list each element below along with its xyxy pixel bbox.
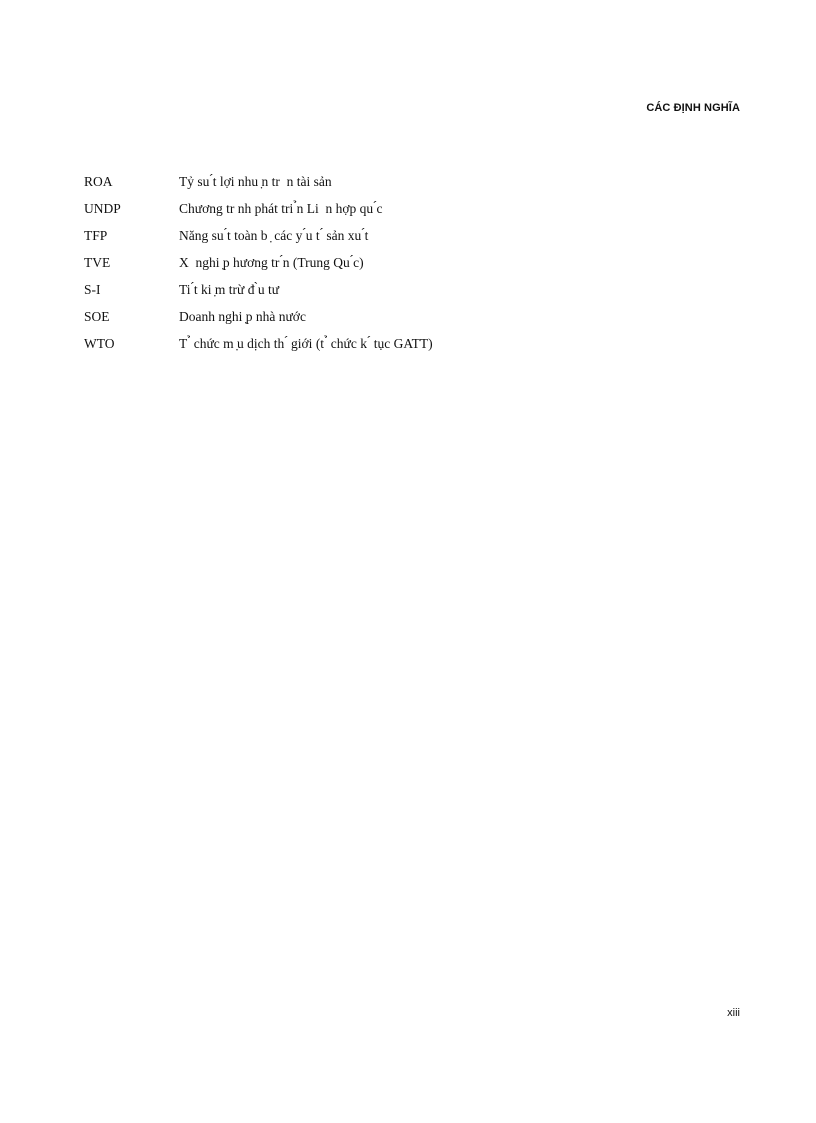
definition-row-soe: [84, 307, 744, 334]
definition-row-tfp: [84, 226, 744, 253]
page-number: xiii: [727, 1007, 740, 1019]
definition-text: Ti ́t ki ̣m trừ đ ̀u tư: [179, 282, 280, 297]
definition-row-s-i: [84, 280, 744, 307]
definition-term: TFP: [84, 228, 108, 243]
definitions-list: [84, 172, 744, 361]
definition-term: UNDP: [84, 201, 121, 216]
definition-term: ROA: [84, 174, 113, 189]
definition-row-undp: [84, 199, 744, 226]
running-head-title: CÁC ĐỊNH NGHĨA: [646, 102, 740, 114]
definition-term: TVE: [84, 255, 111, 270]
definition-text: Tỷ su ́t lợi nhu ̣n tr n tài sản: [179, 174, 332, 189]
definition-text: Năng su ́t toàn b ̣ các y ́u t ́ sản xu ́t: [179, 228, 369, 243]
definition-text: T ̉ chức m ̣u dịch th ́ giới (t ̉ chức k ́ tục GATT): [179, 336, 433, 351]
definition-row-tve: [84, 253, 744, 280]
definition-term: SOE: [84, 309, 110, 324]
definition-row-wto: [84, 334, 744, 361]
definition-text: X nghi ̣p hương tr ́n (Trung Qu ́c): [179, 255, 364, 270]
definition-text: Chương tr nh phát tri ̉n Li n hợp qu ́c: [179, 201, 383, 216]
definition-term: S-I: [84, 282, 101, 297]
definition-term: WTO: [84, 336, 115, 351]
definition-row-roa: [84, 172, 744, 199]
definition-text: Doanh nghi ̣p nhà nước: [179, 309, 306, 324]
